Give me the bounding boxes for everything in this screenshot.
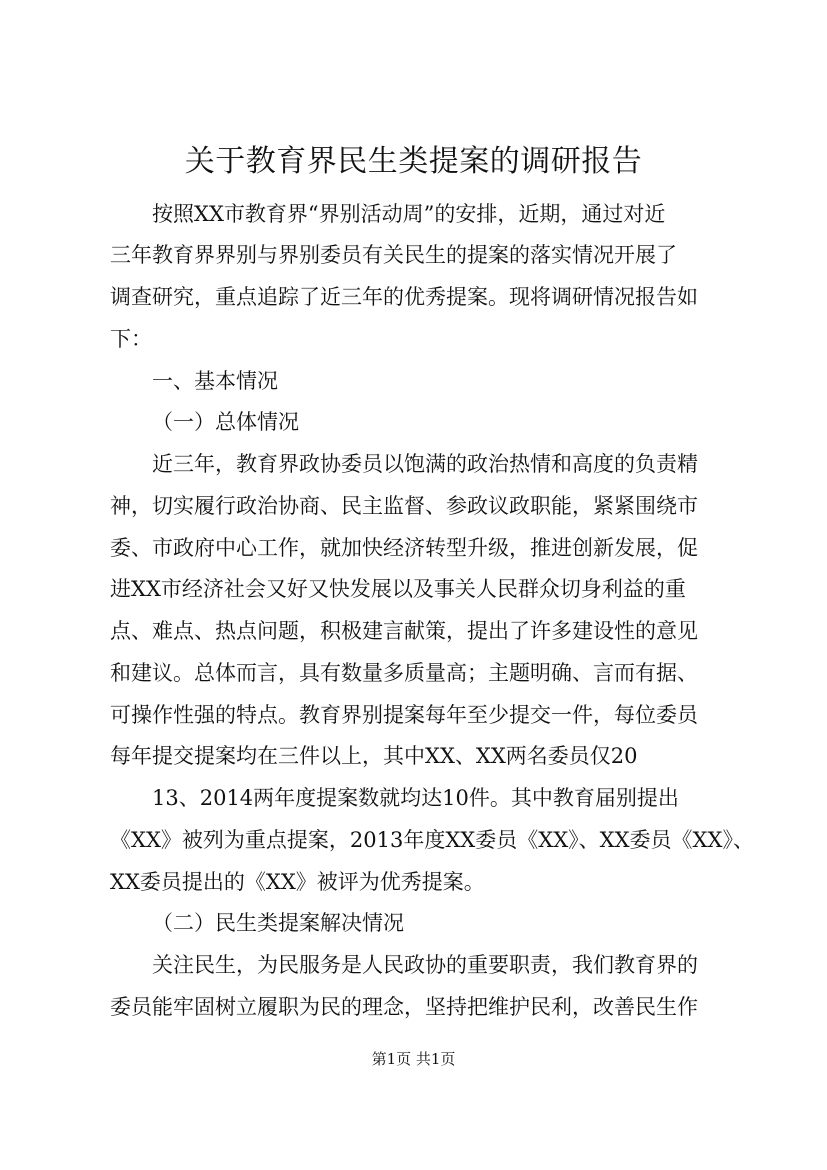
paragraph-line: 和建议。总体而言，具有数量多质量高；主题明确、言而有据、 xyxy=(110,661,698,685)
paragraph-line: 按照XX市教育界“界别活动周”的安排，近期，通过对近 xyxy=(152,202,666,226)
paragraph-line: 关注民生，为民服务是人民政协的重要职责，我们教育界的 xyxy=(152,953,698,977)
paragraph-line: 13、2014两年度提案数就均达10件。其中教育届别提出 xyxy=(152,786,679,810)
paragraph-line: 下： xyxy=(110,327,152,351)
paragraph-line: 进XX市经济社会又好又快发展以及事关人民群众切身利益的重 xyxy=(110,577,686,601)
paragraph-line: 三年教育界界别与界别委员有关民生的提案的落实情况开展了 xyxy=(110,243,677,267)
paragraph-line: 委、市政府中心工作，就加快经济转型升级，推进创新发展，促 xyxy=(110,536,698,560)
paragraph-line: 调查研究，重点追踪了近三年的优秀提案。现将调研情况报告如 xyxy=(110,285,698,309)
paragraph-line: 委员能牢固树立履职为民的理念，坚持把维护民利，改善民生作 xyxy=(110,995,698,1019)
paragraph-line: 每年提交提案均在三件以上，其中XX、XX两名委员仅20 xyxy=(110,744,638,768)
paragraph-line: 近三年，教育界政协委员以饱满的政治热情和高度的负责精 xyxy=(152,452,698,476)
section-heading: 一、基本情况 xyxy=(152,369,278,393)
paragraph-line: 《XX》被列为重点提案，2013年度XX委员《XX》、XX委员《XX》、 xyxy=(110,828,754,852)
paragraph-line: 神，切实履行政治协商、民主监督、参政议政职能，紧紧围绕市 xyxy=(110,494,698,518)
paragraph-line: XX委员提出的《XX》被评为优秀提案。 xyxy=(110,870,485,894)
paragraph-line: 可操作性强的特点。教育界别提案每年至少提交一件，每位委员 xyxy=(110,703,698,727)
paragraph-line: 点、难点、热点问题，积极建言献策，提出了许多建设性的意见 xyxy=(110,619,698,643)
document-title: 关于教育界民生类提案的调研报告 xyxy=(184,144,643,179)
subsection-heading: （二）民生类提案解决情况 xyxy=(152,911,404,935)
page-footer: 第1页 共1页 xyxy=(371,1050,456,1068)
subsection-heading: （一）总体情况 xyxy=(152,410,299,434)
